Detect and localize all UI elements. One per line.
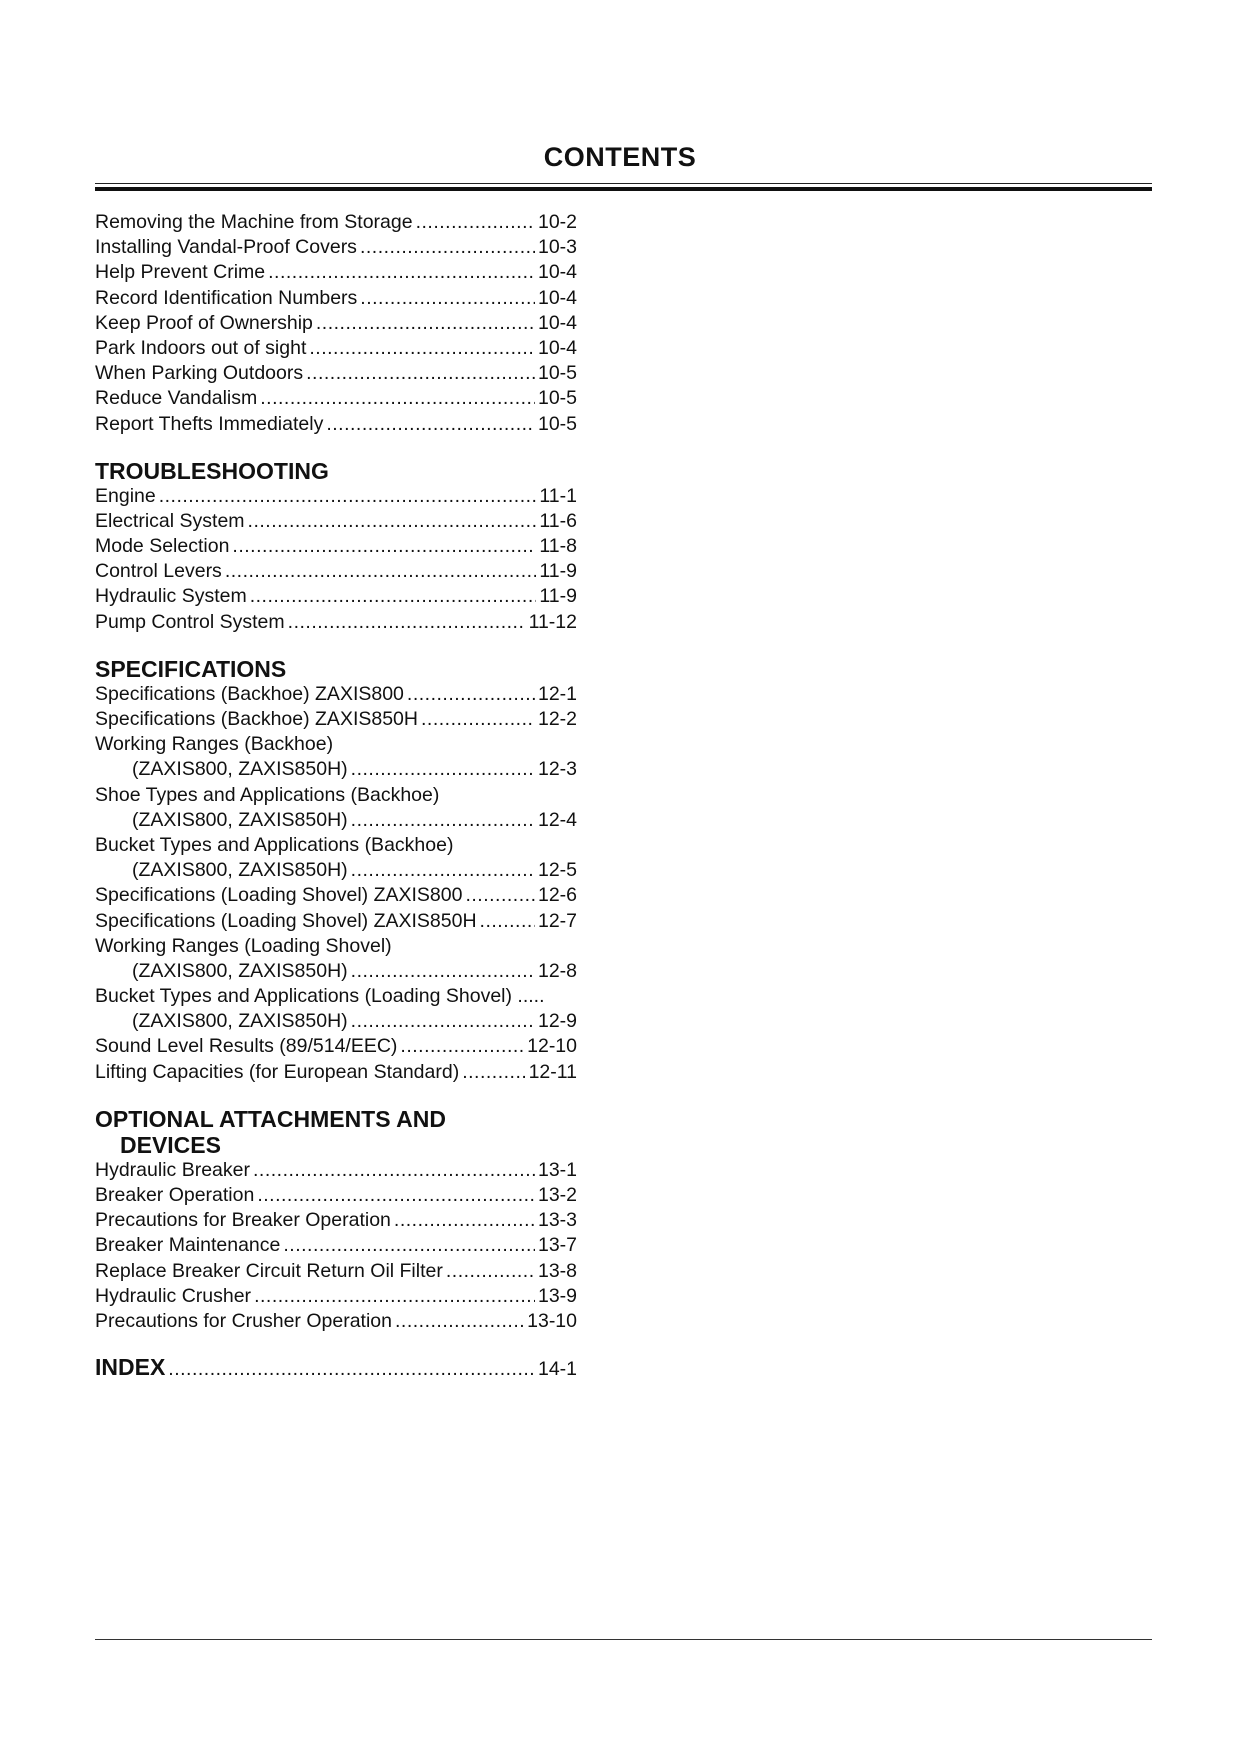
toc-entry-spec-backhoe-800[interactable]: Specifications (Backhoe) ZAXIS800 ..... 12-1: [95, 682, 577, 707]
toc-entry-parking-outdoors[interactable]: When Parking Outdoors ..... 10-5: [95, 361, 577, 386]
toc-entry-breaker-maintenance[interactable]: Breaker Maintenance ..... 13-7: [95, 1233, 577, 1258]
toc-entry-engine[interactable]: Engine ..... 11-1: [95, 484, 577, 509]
toc-entry-proof-of-ownership[interactable]: Keep Proof of Ownership ..... 10-4: [95, 311, 577, 336]
toc-entry-bucket-types-loading[interactable]: (ZAXIS800, ZAXIS850H) ..... 12-9: [95, 1009, 577, 1034]
table-of-contents: [95, 210, 577, 1380]
toc-entry-park-indoors[interactable]: Park Indoors out of sight ..... 10-4: [95, 336, 577, 361]
toc-entry-bucket-types-backhoe-title[interactable]: Bucket Types and Applications (Backhoe): [95, 833, 454, 856]
toc-entry-report-thefts[interactable]: Report Thefts Immediately ..... 10-5: [95, 412, 577, 437]
toc-entry-reduce-vandalism[interactable]: Reduce Vandalism ..... 10-5: [95, 386, 577, 411]
toc-entry-mode-selection[interactable]: Mode Selection ..... 11-8: [95, 534, 577, 559]
toc-entry-bucket-types-loading-title[interactable]: Bucket Types and Applications (Loading Shovel) .....: [95, 985, 545, 1008]
toc-entry-working-ranges-loading[interactable]: (ZAXIS800, ZAXIS850H) ..... 12-8: [95, 959, 577, 984]
section-heading-optional-attachments: OPTIONAL ATTACHMENTS AND DEVICES: [95, 1105, 446, 1158]
toc-entry-lifting-capacities[interactable]: Lifting Capacities (for European Standard) ..... 12-11: [95, 1060, 577, 1085]
toc-entry-index[interactable]: INDEX ..... 14-1: [95, 1355, 577, 1380]
section-heading-specifications: SPECIFICATIONS: [95, 655, 287, 682]
toc-entry-spec-loading-800[interactable]: Specifications (Loading Shovel) ZAXIS800 ..... 12-6: [95, 883, 577, 908]
toc-entry-hydraulic-system[interactable]: Hydraulic System ..... 11-9: [95, 584, 577, 609]
toc-entry-removing-from-storage[interactable]: Removing the Machine from Storage ..... 10-2: [95, 210, 577, 235]
toc-entry-working-ranges-backhoe[interactable]: (ZAXIS800, ZAXIS850H) ..... 12-3: [95, 757, 577, 782]
toc-entry-working-ranges-backhoe-title[interactable]: Working Ranges (Backhoe): [95, 733, 334, 756]
toc-entry-working-ranges-loading-title[interactable]: Working Ranges (Loading Shovel): [95, 934, 392, 957]
toc-entry-replace-return-oil-filter[interactable]: Replace Breaker Circuit Return Oil Filter ..... 13-8: [95, 1259, 577, 1284]
toc-entry-spec-backhoe-850h[interactable]: Specifications (Backhoe) ZAXIS850H ..... 12-2: [95, 707, 577, 732]
toc-entry-help-prevent-crime[interactable]: Help Prevent Crime ..... 10-4: [95, 260, 577, 285]
title-rule: [95, 183, 1152, 191]
toc-entry-shoe-types-title[interactable]: Shoe Types and Applications (Backhoe): [95, 783, 440, 806]
section-heading-troubleshooting: TROUBLESHOOTING: [95, 457, 329, 484]
toc-entry-electrical-system[interactable]: Electrical System ..... 11-6: [95, 509, 577, 534]
toc-entry-crusher-precautions[interactable]: Precautions for Crusher Operation ..... 13-10: [95, 1309, 577, 1334]
page-title: CONTENTS: [543, 142, 697, 172]
toc-entry-breaker-precautions[interactable]: Precautions for Breaker Operation ..... 13-3: [95, 1208, 577, 1233]
toc-entry-record-id-numbers[interactable]: Record Identification Numbers ..... 10-4: [95, 286, 577, 311]
toc-entry-spec-loading-850h[interactable]: Specifications (Loading Shovel) ZAXIS850H ..... 12-7: [95, 909, 577, 934]
toc-entry-sound-level[interactable]: Sound Level Results (89/514/EEC) ..... 12-10: [95, 1034, 577, 1059]
toc-entry-control-levers[interactable]: Control Levers ..... 11-9: [95, 559, 577, 584]
toc-entry-breaker-operation[interactable]: Breaker Operation ..... 13-2: [95, 1183, 577, 1208]
toc-entry-shoe-types[interactable]: (ZAXIS800, ZAXIS850H) ..... 12-4: [95, 808, 577, 833]
toc-entry-vandal-proof-covers[interactable]: Installing Vandal-Proof Covers ..... 10-3: [95, 235, 577, 260]
toc-entry-hydraulic-crusher[interactable]: Hydraulic Crusher ..... 13-9: [95, 1284, 577, 1309]
toc-entry-bucket-types-backhoe[interactable]: (ZAXIS800, ZAXIS850H) ..... 12-5: [95, 858, 577, 883]
toc-entry-hydraulic-breaker[interactable]: Hydraulic Breaker ..... 13-1: [95, 1158, 577, 1183]
footer-rule: [95, 1639, 1152, 1640]
toc-entry-pump-control-system[interactable]: Pump Control System ..... 11-12: [95, 610, 577, 635]
